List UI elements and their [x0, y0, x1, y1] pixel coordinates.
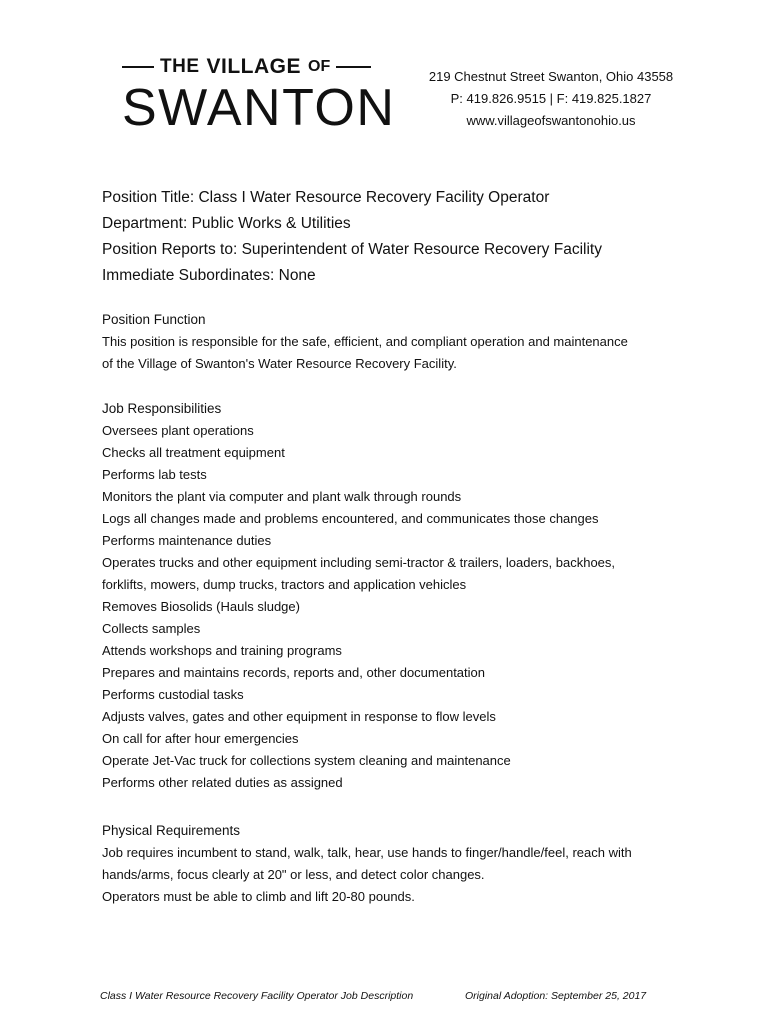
- logo-swanton: SWANTON: [122, 79, 396, 137]
- list-item: forklifts, mowers, dump trucks, tractors and application vehicles: [102, 577, 467, 592]
- list-item: Adjusts valves, gates and other equipment in response to flow levels: [102, 709, 496, 724]
- footer-document-title: Class I Water Resource Recovery Facility Operator Job Description: [100, 990, 414, 1002]
- position-header: [102, 185, 602, 289]
- list-item: Performs other related duties as assigned: [102, 775, 343, 790]
- section-heading: Position Function: [102, 312, 206, 327]
- list-item: Performs lab tests: [102, 467, 207, 482]
- immediate-subordinates: Immediate Subordinates: None: [102, 267, 316, 284]
- list-item: Checks all treatment equipment: [102, 445, 285, 460]
- list-item: Prepares and maintains records, reports and, other documentation: [102, 665, 485, 680]
- phone-fax: P: 419.826.9515 | F: 419.825.1827: [450, 91, 652, 106]
- list-item: Performs maintenance duties: [102, 533, 272, 548]
- list-item: Attends workshops and training programs: [102, 643, 342, 658]
- logo-rule-left: [122, 66, 154, 68]
- paragraph-line: This position is responsible for the safe, efficient, and compliant operation and maintenance: [102, 334, 628, 349]
- street-address: 219 Chestnut Street Swanton, Ohio 43558: [428, 69, 674, 84]
- job-responsibilities-section: [102, 398, 615, 794]
- list-item: Oversees plant operations: [102, 423, 254, 438]
- paragraph-line: Job requires incumbent to stand, walk, talk, hear, use hands to finger/handle/feel, reach with: [102, 845, 632, 860]
- physical-requirements-section: [102, 820, 632, 908]
- section-heading: Job Responsibilities: [102, 401, 222, 416]
- list-item: Operates trucks and other equipment including semi-tractor & trailers, loaders, backhoes,: [102, 555, 616, 570]
- contact-address-block: [408, 66, 694, 132]
- village-of-swanton-logo: [122, 52, 397, 136]
- logo-village: VILLAGE: [206, 55, 302, 78]
- list-item: Removes Biosolids (Hauls sludge): [102, 599, 300, 614]
- logo-rule-right: [336, 66, 371, 68]
- footer-adoption-date: Original Adoption: September 25, 2017: [465, 990, 647, 1002]
- paragraph-line: hands/arms, focus clearly at 20" or less, and detect color changes.: [102, 867, 485, 882]
- list-item: Collects samples: [102, 621, 201, 636]
- logo-top-row: [122, 54, 397, 80]
- paragraph-line: of the Village of Swanton's Water Resource Recovery Facility.: [102, 356, 457, 371]
- section-heading: Physical Requirements: [102, 823, 241, 838]
- position-function-section: [102, 309, 628, 375]
- position-title: Position Title: Class I Water Resource Recovery Facility Operator: [102, 189, 550, 206]
- reports-to: Position Reports to: Superintendent of Water Resource Recovery Facility: [102, 241, 602, 258]
- list-item: Operate Jet-Vac truck for collections system cleaning and maintenance: [102, 753, 511, 768]
- list-item: On call for after hour emergencies: [102, 731, 299, 746]
- logo-the: THE: [160, 56, 200, 77]
- list-item: Monitors the plant via computer and plant walk through rounds: [102, 489, 462, 504]
- department: Department: Public Works & Utilities: [102, 215, 351, 232]
- logo-of: OF: [308, 58, 331, 75]
- list-item: Performs custodial tasks: [102, 687, 244, 702]
- paragraph-line: Operators must be able to climb and lift 20-80 pounds.: [102, 889, 415, 904]
- website-link[interactable]: www.villageofswantonohio.us: [466, 113, 636, 128]
- list-item: Logs all changes made and problems encountered, and communicates those changes: [102, 511, 599, 526]
